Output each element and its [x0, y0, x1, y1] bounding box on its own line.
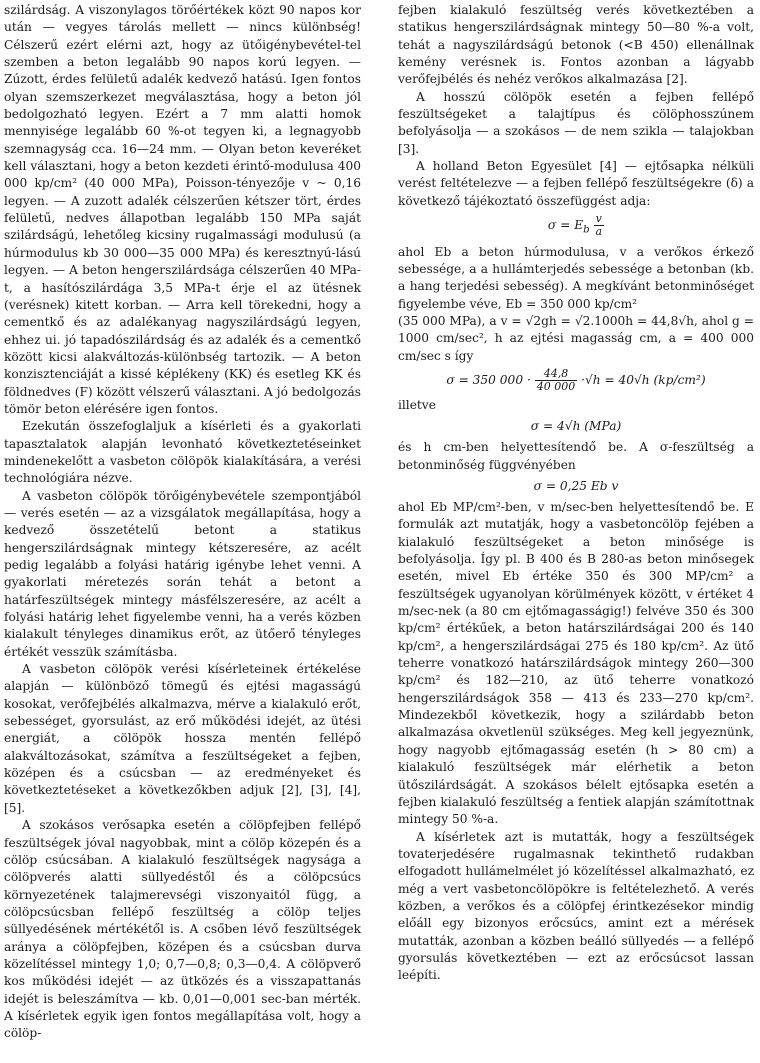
formula-stress-4: σ = 0,25 Eb v	[533, 479, 619, 493]
right-paragraph-8: ahol Eb MP/cm²-ben, v m/sec-ben helyettesítendő be. E formulák azt mutatják, hogy a vasbetoncölöp fejében a kialakuló feszültségeket a beton minősége is befolyásolja. Így pl. B 400 és B 280-as beton minősegek esetén, mivel Eb értéke 350 és 300 MP/cm² a feszültségek ugyanolyan körülmények között, v értéket 4 m/sec-nek (a 80 cm ejtőmagasságig!) felvéve 350 és 300 kp/cm² értékűek, a beton határszilárdságai 200 és 140 kp/cm², a hengerszilárdságai 275 és 180 kp/cm². Az ütő teherre vonatkozó határszilárdságok mintegy 260—300 kp/cm² és 182—210, az ütő teherre vonatkozó hengerszilárdságok 358 — 413 és 233—270 kp/cm². Mindezekből következik, hogy a szilárdabb beton alkalmazása okvetlenül szükséges. Meg kell jegyeznünk, hogy nagyobb ejtőmagasság esetén (h > 80 cm) a kialakuló feszültségek már elérhetik a beton ütőszilárdságát. A szokásos bélelt ejtősapka esetén a fejben kialakuló feszültség a fentiek alapján számítottnak mintegy 50 %-a.	[398, 500, 754, 827]
left-paragraph-4: A vasbeton cölöpök verési kísérleteinek értékelése alapján — különböző tömegű és ejtési magasságú kosokat, verőfejbélés alkalmazva, mérve a kialakuló erőt, sebességet, gyorsulást, az erő működési idejét, az ütési energiát, a cölöpök hossza mentén fellépő alakváltozásokat, számítva a feszültségeket a fejben, középen és a csúcsban — az eredményeket és következtetéseket a következőkben adjuk [2], [3], [4], [5].	[4, 662, 361, 815]
formula-2-denominator: 40 000	[536, 379, 576, 393]
right-paragraph-7: és h cm-ben helyettesítendő be. A σ-feszültség a betonminőség függvényében	[398, 440, 754, 472]
formula-stress-2	[398, 368, 754, 393]
left-paragraph-2: Ezekután összefoglaljuk a kísérleti és a gyakorlati tapasztalatok alapján levonható következtetéseinket mindenekelőtt a vasbeton cölöpök kialakítására, a verési technológiára nézve.	[4, 419, 361, 486]
left-paragraph-5: A szokásos verősapka esetén a cölöpfejben fellépő feszültségek jóval nagyobbak, mint a cölöp közepén és a cölöp csúcsában. A kialakuló feszültségek nagysága a cölöpverés alatti süllyedéstől és a cölöpcsúcs környezetének talajmerevségi viszonyaitól függ, a cölöpcsúcsban fellépő feszültség a cölöp teljes süllyedésének mértékétől is. A csőben lévő feszültségek aránya a cölöpfejben, középen és a csúcsban durva közelítéssel mintegy 1,0; 0,7—0,8; 0,3—0,4. A cölöpverő kos működési idejét — az ütközés és a visszapattanás idejét is beleszámítva — kb. 0,01—0,001 sec-ban mérték. A kísérletek egyik igen fontos megállapítása volt, hogy a cölöp-	[4, 818, 361, 1041]
left-paragraph-1: szilárdság. A viszonylagos törőértékek közt 90 napos kor után — vegyes tárolás mellett — nincs különbség! Célszerű ezért elérni azt, hogy az ütőigénybevétel-tel szemben a beton legalább 90 napos korú legyen. — Zúzott, érdes felületű adalék kedvező hatású. Igen fontos olyan szemszerkezet megválasztása, hogy a beton jól bedolgozható legyen. Ezért a 7 mm alatti homok mennyisége legalább 60 %-ot tegyen ki, a legnagyobb szemnagyság cca. 16—24 mm. — Olyan beton keveréket kell választani, hogy a beton kezdeti érintő-modulusa 400 000 kp/cm² (40 000 MPa), Poisson-tényezője v ~ 0,16 legyen. — A zuzott adalék célszerűen kétszer tört, érdes felületű, nedves állapotban legalább 150 MPa saját szilárdságú, lehetőleg kicsiny rugalmassági modulusú (a húrmodulus kb 30 000—35 000 MPa) és keresztnyú-lású legyen. — A beton hengerszilárdsága célszerűen 40 MPa-t, a hasítószilárdága 3,5 MPa-t érje el az ütésnek (verésnek) kitett korban. — Arra kell törekedni, hogy a cementkő és az adalékanyag nagyszilárdságú legyen, ehhez ui. jó tapadószilárdság és az adalék és a cementkő között kicsi alakváltozás-különbség tartozik. — A beton konzisztenciáját a kissé képlékeny (KK) és esetleg KK és földnedves (F) között vélszerű választani. A jó bedolgozás tömör beton elérésére igen fontos.	[4, 3, 361, 416]
right-paragraph-5: (35 000 MPa), a v = √2gh = √2.1000h = 44,8√h, ahol g = 1000 cm/sec², h az ejtési magasság cm, a = 400 000 cm/sec s így	[398, 313, 754, 363]
right-paragraph-1: fejben kialakuló feszültség verés következtében a statikus hengerszilárdságnak mintegy 50—80 %-a volt, tehát a nagyszilárdságú betonok (<B 450) ellenállnak kemény verésnek is. Fontos azonban a lágyabb verőfejbélés és nehéz verőkos alkalmazása [2].	[398, 3, 754, 87]
formula-2-lhs: σ = 350 000 ·	[446, 372, 531, 387]
formula-1-denominator: a	[595, 225, 603, 239]
right-paragraph-3: A holland Beton Egyesület [4] — ejtősapka nélküli verést feltételezve — a fejben fellépő feszültségekre (δ) a következő tájékoztató összefüggést adja:	[398, 159, 754, 208]
formula-stress-1	[398, 213, 754, 239]
formula-1-numerator: v	[594, 213, 605, 226]
left-column	[4, 2, 361, 1043]
right-paragraph-2: A hosszú cölöpök esetén a fejben fellépő feszültségeket a talajtípus és cölöphosszúnem befolyásolja — a szokásos — de nem szikla — talajokban [3].	[398, 89, 754, 156]
formula-1-fraction	[594, 213, 605, 238]
formula-1-subscript: b	[583, 224, 590, 236]
formula-2-rhs: ·√h = 40√h (kp/cm²)	[581, 372, 706, 387]
right-paragraph-6: illetve	[398, 397, 436, 412]
right-paragraph-4: ahol Eb a beton húrmodulusa, v a verőkos érkező sebessége, a a hullámterjedés sebessége a betonban (kb. a hang terjedési sebesség). A megkívánt betonminőséget figyelembe véve, Eb = 350 000 kp/cm²	[398, 244, 754, 311]
formula-1-lhs: σ = E	[547, 218, 584, 233]
left-paragraph-3: A vasbeton cölöpök törőigénybevétele szempontjából — verés esetén — az a vizsgálatok megállapítása, hogy a kedvező összetételű betont a statikus hengerszilárdságnak mintegy kétszeresére, az acélt pedig legalább a folyási határig igénybe lehet venni. A gyakorlati méretezés során tehát a betont a határfeszültségek mintegy másfélszeresére, az acélt a folyási határig lehet figyelembe venni, ha a verés közben kialakult tényleges dinamikus erőt, az ütőerő tényleges értékét vesszük számításba.	[4, 488, 361, 659]
formula-2-numerator: 44,8	[535, 368, 578, 381]
right-column	[398, 2, 754, 985]
right-paragraph-9: A kísérletek azt is mutatták, hogy a feszültségek tovaterjedésére rugalmasnak tekinthető rudakban elfogadott hullámelmélet jó közelítéssel alkalmazható, ez még a vert vasbetoncölöpökre is feltételezhető. A verés közben, a verőkos és a cölöpfej érintkezésekor mindig előáll egy bizonyos erőcsúcs, amint ezt a mérések mutatták, azonban a közben beálló süllyedés — a fellépő gyorsulás következtében — ezt az erőcsúcsot lassan leépíti.	[398, 829, 754, 983]
formula-2-fraction	[535, 368, 578, 393]
formula-stress-3: σ = 4√h (MPa)	[530, 419, 622, 434]
